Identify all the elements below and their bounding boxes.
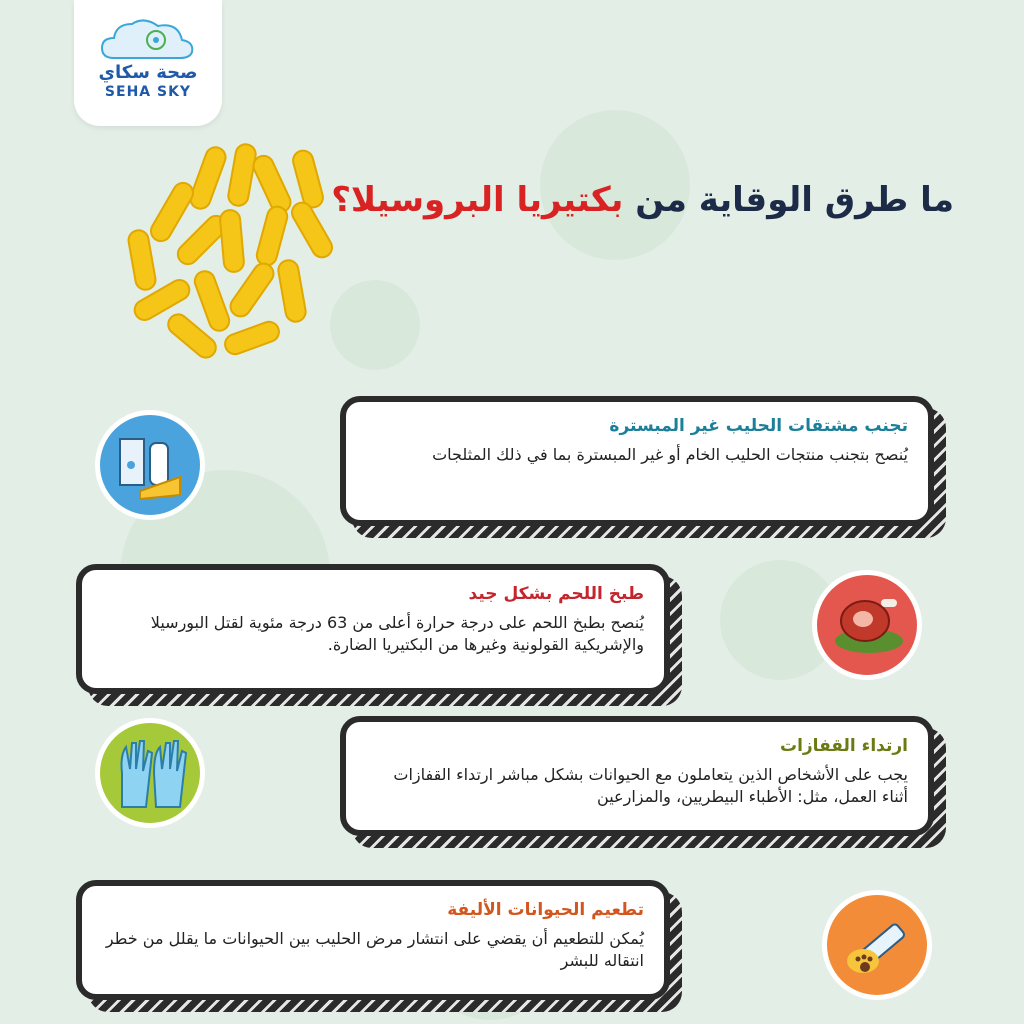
card-text: يجب على الأشخاص الذين يتعاملون مع الحيوانات بشكل مباشر ارتداء القفازات أثناء العمل، مثل: الأطباء البيطريين، والمزارعين xyxy=(393,765,908,806)
bacteria-cluster-illustration xyxy=(112,140,342,370)
title-main-text: ما طرق الوقاية من xyxy=(623,180,954,220)
vaccine-paw-icon xyxy=(822,890,932,1000)
gloves-icon xyxy=(95,718,205,828)
card-title: طبخ اللحم بشكل جيد xyxy=(468,584,644,604)
logo-english-text: SEHA SKY xyxy=(104,84,192,100)
logo xyxy=(74,0,222,126)
prevention-card-cook-meat xyxy=(76,564,670,694)
cloud-logo-icon xyxy=(74,4,222,68)
milk-cheese-icon xyxy=(95,410,205,520)
background-virus-blob xyxy=(330,280,420,370)
card-title: ارتداء القفازات xyxy=(779,736,908,756)
card-title: تجنب مشتقات الحليب غير المبسترة xyxy=(609,416,908,436)
page-title xyxy=(331,180,954,220)
prevention-card-vaccinate-pets xyxy=(76,880,670,1000)
card-text: يُمكن للتطعيم أن يقضي على انتشار مرض الحليب بين الحيوانات ما يقلل من خطر انتقاله للبشر xyxy=(105,929,644,970)
prevention-card-gloves xyxy=(340,716,934,836)
card-text: يُنصح بطبخ اللحم على درجة حرارة أعلى من 63 درجة مئوية لقتل البورسيلا والإشريكية القولونية وغيرها من البكتيريا الضارة. xyxy=(150,613,644,654)
title-highlight-text: بكتيريا البروسيلا؟ xyxy=(331,180,624,220)
card-text: يُنصح بتجنب منتجات الحليب الخام أو غير المبسترة بما في ذلك المثلجات xyxy=(432,445,908,464)
prevention-card-raw-milk xyxy=(340,396,934,526)
card-title: تطعيم الحيوانات الأليفة xyxy=(447,900,644,920)
cooked-meat-icon xyxy=(812,570,922,680)
logo-arabic-text: صحة سكاي xyxy=(98,62,198,83)
